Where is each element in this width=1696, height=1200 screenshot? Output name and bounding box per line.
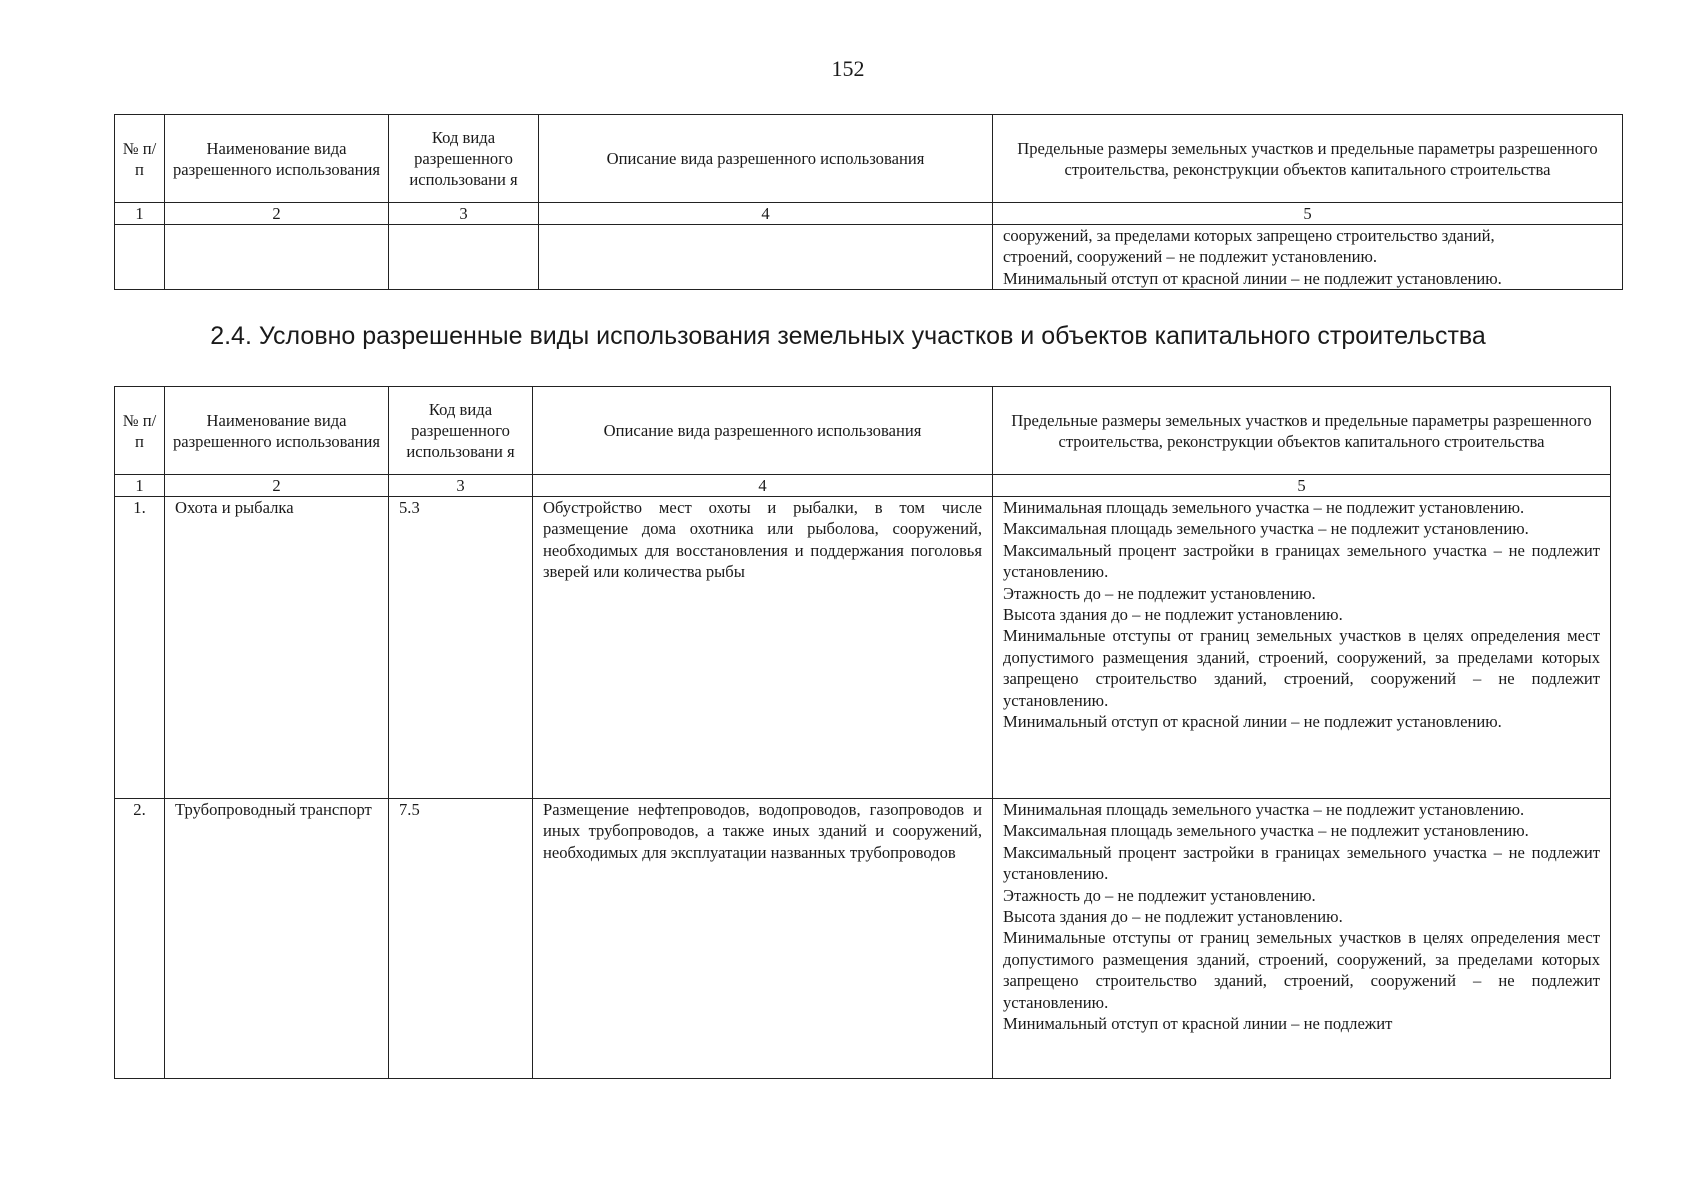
limit-line: строений, сооружений – не подлежит установлению. (1003, 247, 1378, 267)
row-number: 2. (115, 799, 165, 1079)
row-description: Размещение нефтепроводов, водопроводов, газопроводов и иных трубопроводов, а также иных зданий и сооружений, необходимых для эксплуатации названных трубопроводов (533, 799, 993, 1079)
cell-empty (389, 225, 539, 290)
row-code: 5.3 (389, 497, 533, 799)
limit-line: Минимальная площадь земельного участка – не подлежит установлению. (1003, 800, 1525, 819)
table-row (115, 799, 1611, 1079)
column-number: 4 (539, 203, 993, 225)
column-number: 3 (389, 203, 539, 225)
page-number: 152 (831, 56, 865, 81)
table-row (115, 497, 1611, 799)
table-row (115, 225, 1623, 290)
limit-line: Максимальная площадь земельного участка – не подлежит установлению. (1003, 519, 1529, 539)
cell-empty (539, 225, 993, 290)
column-number-row (115, 475, 1611, 497)
column-number-row (115, 203, 1623, 225)
limit-line: Этажность до – не подлежит установлению. (1003, 885, 1316, 905)
limit-line: сооружений, за пределами которых запрещено строительство зданий, (1003, 226, 1495, 245)
limit-line: Минимальные отступы от границ земельных участков в целях определения мест допустимого размещения зданий, строений, сооружений, за пределами которых запрещено строительство зданий, строений, сооружений – не подлежит установлению. (1003, 928, 1600, 1012)
limit-line: Минимальный отступ от красной линии – не подлежит установлению. (1003, 268, 1502, 288)
row-number: 1. (115, 497, 165, 799)
row-limits (993, 799, 1611, 1079)
table-continuation (114, 114, 1623, 290)
row-name: Трубопроводный транспорт (165, 799, 389, 1079)
table-header-row (115, 115, 1623, 203)
column-number: 3 (389, 475, 533, 497)
cell-empty (115, 225, 165, 290)
row-name: Охота и рыбалка (165, 497, 389, 799)
limit-line: Этажность до – не подлежит установлению. (1003, 583, 1316, 603)
header-description: Описание вида разрешенного использования (533, 387, 993, 475)
limit-line: Минимальный отступ от красной линии – не подлежит установлению. (1003, 712, 1502, 732)
limit-line: Минимальный отступ от красной линии – не подлежит (1003, 1014, 1393, 1034)
table-header-row (115, 387, 1611, 475)
row-limits (993, 497, 1611, 799)
section-title: 2.4. Условно разрешенные виды использования земельных участков и объектов капитального строительства (210, 322, 1486, 350)
limit-line: Высота здания до – не подлежит установлению. (1003, 907, 1343, 927)
row-code: 7.5 (389, 799, 533, 1079)
header-description: Описание вида разрешенного использования (539, 115, 993, 203)
column-number: 2 (165, 203, 389, 225)
column-number: 1 (115, 203, 165, 225)
limit-line: Минимальные отступы от границ земельных участков в целях определения мест допустимого размещения зданий, строений, сооружений, за пределами которых запрещено строительство зданий, строений, сооружений – не подлежит установлению. (1003, 626, 1600, 710)
column-number: 5 (993, 475, 1611, 497)
column-number: 5 (993, 203, 1623, 225)
header-num: № п/п (115, 387, 165, 475)
header-num: № п/п (115, 115, 165, 203)
table-conditional-uses (114, 386, 1611, 1079)
header-limits: Предельные размеры земельных участков и предельные параметры разрешенного строительства, реконструкции объектов капитального строительства (993, 387, 1611, 475)
header-code: Код вида разрешенного использовани я (389, 387, 533, 475)
header-code: Код вида разрешенного использовани я (389, 115, 539, 203)
column-number: 4 (533, 475, 993, 497)
column-number: 2 (165, 475, 389, 497)
row-description: Обустройство мест охоты и рыбалки, в том числе размещение дома охотника или рыболова, сооружений, необходимых для восстановления и поддержания поголовья зверей или количества рыбы (533, 497, 993, 799)
limit-line: Максимальный процент застройки в границах земельного участка – не подлежит установлению. (1003, 540, 1600, 582)
column-number: 1 (115, 475, 165, 497)
header-name: Наименование вида разрешенного использования (165, 387, 389, 475)
header-limits: Предельные размеры земельных участков и предельные параметры разрешенного строительства, реконструкции объектов капитального строительства (993, 115, 1623, 203)
limit-line: Высота здания до – не подлежит установлению. (1003, 605, 1343, 625)
limit-line: Минимальная площадь земельного участка – не подлежит установлению. (1003, 498, 1525, 517)
cell-empty (165, 225, 389, 290)
limit-line: Максимальный процент застройки в границах земельного участка – не подлежит установлению. (1003, 842, 1600, 884)
header-name: Наименование вида разрешенного использования (165, 115, 389, 203)
limit-line: Максимальная площадь земельного участка – не подлежит установлению. (1003, 821, 1529, 841)
cell-limits (993, 225, 1623, 290)
